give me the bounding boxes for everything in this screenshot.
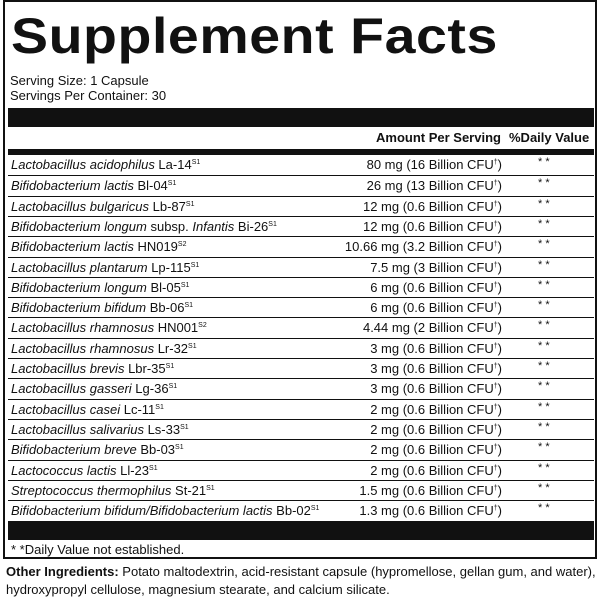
ingredient-daily-value: * * — [538, 299, 550, 312]
ingredient-row — [8, 196, 594, 216]
ingredient-daily-value: * * — [538, 339, 550, 352]
ingredient-amount: 1.3 mg (0.6 Billion CFU†) — [359, 503, 502, 519]
ingredient-daily-value: * * — [538, 502, 550, 515]
thick-divider-top — [8, 108, 594, 127]
ingredient-daily-value: * * — [538, 360, 550, 372]
ingredient-row — [8, 277, 594, 297]
ingredient-row — [8, 439, 594, 459]
ingredient-row — [8, 358, 594, 378]
serving-size: Serving Size: 1 Capsule — [10, 73, 149, 88]
ingredient-daily-value: * * — [538, 278, 550, 291]
ingredient-name: Streptococcus thermophilus $St-21^{S1}$ — [11, 482, 215, 498]
ingredient-daily-value: * * — [538, 217, 550, 230]
ingredient-name: Lactobacillus brevis Lbr-$35^{S1}$ — [11, 361, 175, 376]
ingredient-amount: 10.66 mg (3.2 Billion CFU†) — [344, 239, 502, 255]
ingredient-name: Lactococcus lactis $Ll-23^{S1}$ — [11, 462, 158, 478]
ingredient-daily-value: * * — [538, 258, 550, 271]
ingredient-name: Lactobacillus salivarius $Ls-33^{S1}$ — [11, 421, 189, 437]
ingredient-name: Lactobacillus rhamnosus $HN001^{S2}$ — [11, 320, 207, 336]
ingredient-daily-value: * * — [538, 319, 550, 332]
ingredient-name: Bifidobacterium bifidum/Bifidobacterium lactis $Bb-02^{S1}$ — [11, 503, 320, 519]
ingredient-row — [8, 460, 594, 480]
ingredient-amount: 2 mg (0.6 Billion CFU†) — [370, 442, 502, 458]
ingredient-amount: 3 mg (0.6 Billion CFU†) — [370, 381, 502, 397]
servings-per-container: Servings Per Container: 30 — [10, 88, 167, 103]
ingredient-name: Bifidobacterium bifidum $Bb-06^{S1}$ — [11, 300, 193, 316]
amount-per-serving-header: Amount Per Serving — [376, 130, 501, 145]
ingredient-name: Bifidobacterium breve $Bb-03^{S1}$ — [11, 442, 184, 458]
ingredient-amount: 1.5 mg (0.6 Billion CFU†) — [359, 482, 502, 498]
ingredient-amount: 12 mg (0.6 Billion CFU†) — [362, 198, 502, 214]
ingredient-row — [8, 378, 594, 398]
ingredient-row — [8, 155, 594, 175]
ingredient-amount: 7.5 mg (3 Billion CFU†) — [370, 259, 502, 275]
ingredient-row — [8, 480, 594, 500]
ingredient-row — [8, 338, 594, 358]
ingredient-amount: 6 mg (0.6 Billion CFU†) — [370, 300, 502, 316]
ingredient-amount: 3 mg (0.6 Billion CFU†) — [370, 361, 502, 376]
ingredient-amount: 2 mg (0.6 Billion CFU†) — [370, 421, 502, 437]
ingredient-name: Lactobacillus gasseri $Lg-36^{S1}$ — [11, 381, 178, 397]
ingredient-amount: 12 mg (0.6 Billion CFU†) — [362, 218, 502, 234]
ingredient-amount: 3 mg (0.6 Billion CFU†) — [370, 340, 502, 356]
ingredient-daily-value: * * — [538, 441, 550, 454]
ingredient-daily-value: * * — [538, 420, 550, 433]
ingredient-amount: 80 mg (16 Billion CFU†) — [366, 157, 502, 172]
ingredient-name: Bifidobacterium lactis $Bl-04^{S1}$ — [11, 178, 177, 194]
ingredient-name: Bifidobacterium longum $Bl-05^{S1}$ — [11, 279, 190, 295]
ingredient-row — [8, 500, 594, 520]
ingredient-name: Lactobacillus casei $Lc-11^{S1}$ — [11, 401, 164, 417]
ingredient-row — [8, 236, 594, 256]
thick-divider-bottom — [8, 521, 594, 540]
ingredient-row — [8, 419, 594, 439]
ingredient-amount: 2 mg (0.6 Billion CFU†) — [370, 401, 502, 417]
ingredient-row — [8, 297, 594, 317]
ingredient-name: Lactobacillus rhamnosus $Lr-32^{S1}$ — [11, 340, 197, 356]
ingredient-amount: 26 mg (13 Billion CFU†) — [366, 178, 502, 194]
ingredient-amount: 2 mg (0.6 Billion CFU†) — [370, 462, 502, 478]
ingredient-daily-value: * * — [538, 197, 550, 210]
ingredient-daily-value: * * — [538, 481, 550, 494]
ingredient-name: Lactobacillus plantarum $Lp-115^{S1}$ — [11, 259, 200, 275]
ingredient-daily-value: * * — [538, 238, 550, 251]
other-ingredients — [6, 563, 596, 599]
ingredient-row — [8, 175, 594, 195]
ingredient-daily-value: * * — [538, 380, 550, 393]
ingredient-row — [8, 216, 594, 236]
ingredient-name: Lactobacillus bulgaricus $Lb-87^{S1}$ — [11, 198, 195, 214]
other-ingredients-text: Potato maltodextrin, acid-resistant capsule (hypromellose, gellan gum, and water), hydroxypropyl cellulose, magnesium stearate, and calcium silicate. — [6, 564, 596, 597]
ingredient-row — [8, 399, 594, 419]
ingredient-daily-value: * * — [538, 156, 550, 168]
supplement-facts-panel — [3, 0, 597, 559]
ingredient-name: Bifidobacterium lactis $HN019^{S2}$ — [11, 239, 187, 255]
other-ingredients-label: Other Ingredients: — [6, 564, 119, 579]
panel-title: Supplement Facts — [11, 8, 498, 64]
ingredient-daily-value: * * — [538, 177, 550, 190]
ingredient-daily-value: * * — [538, 400, 550, 413]
ingredient-amount: 4.44 mg (2 Billion CFU†) — [362, 320, 502, 336]
ingredient-row — [8, 257, 594, 277]
ingredient-amount: 6 mg (0.6 Billion CFU†) — [370, 279, 502, 295]
daily-value-header: %Daily Value — [509, 130, 590, 145]
ingredient-daily-value: * * — [538, 461, 550, 474]
ingredient-name: Lactobacillus acidophilus $La-14^{S1}$ — [11, 157, 201, 172]
daily-value-footnote: * *Daily Value not established. — [11, 542, 185, 557]
ingredient-row — [8, 317, 594, 337]
ingredient-name: Bifidobacterium longum subsp. Infantis $Bi-26^{S1}$ — [11, 218, 277, 234]
